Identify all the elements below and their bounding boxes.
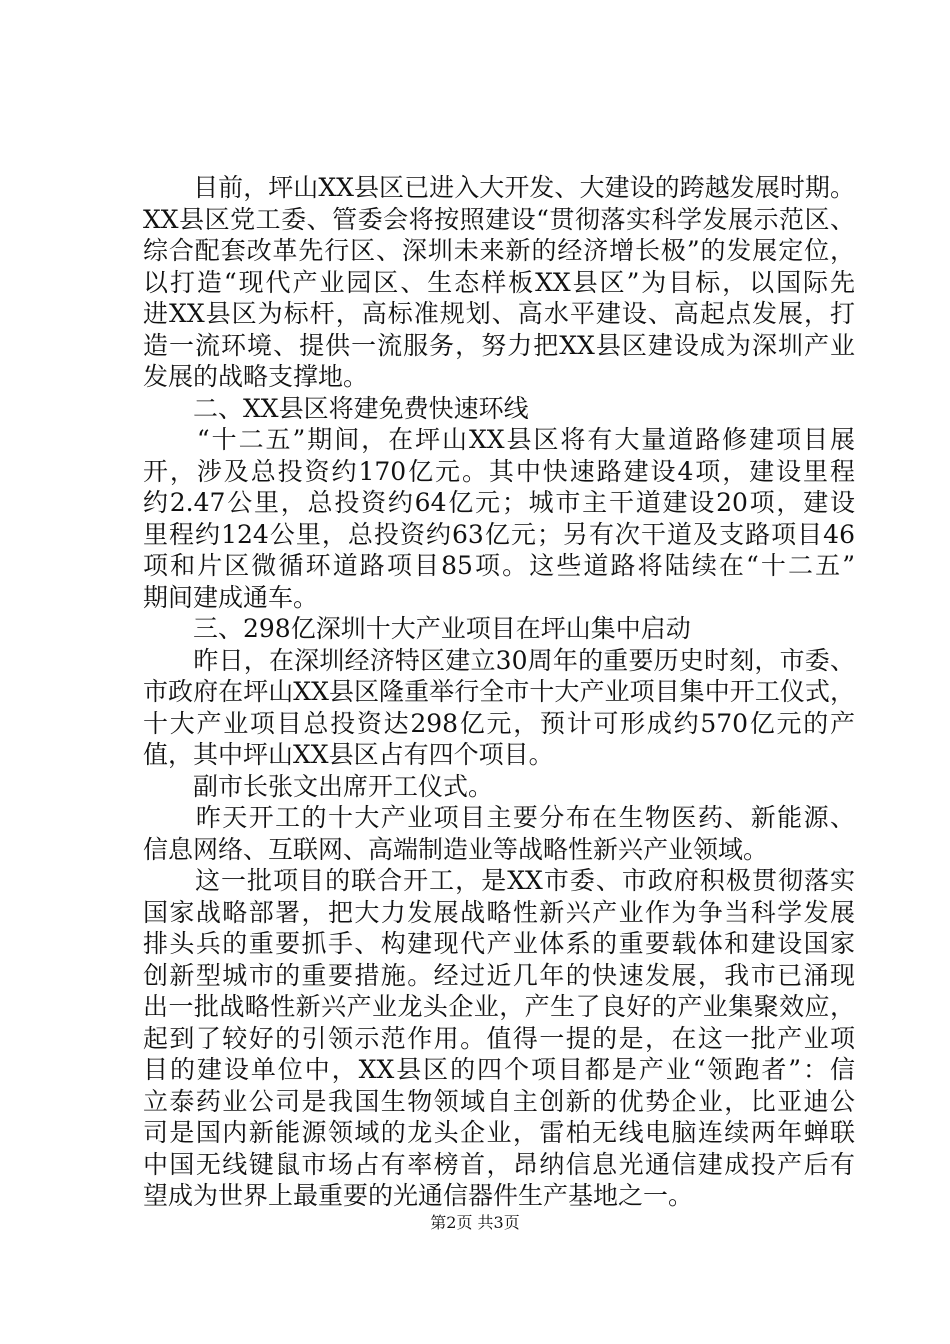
text-line: 以打造“现代产业园区、生态样板XX县区”为目标，以国际先 xyxy=(143,267,855,297)
section-heading: 二、XX县区将建免费快速环线 xyxy=(143,393,529,423)
text-line: 出一批战略性新兴产业龙头企业，产生了良好的产业集聚效应， xyxy=(143,992,855,1021)
text-line: 目前，坪山XX县区已进入大开发、大建设的跨越发展时期。 xyxy=(143,173,855,202)
text-line: 起到了较好的引领示范作用。值得一提的是，在这一批产业项 xyxy=(143,1023,855,1053)
document-body xyxy=(143,172,855,1212)
section-heading: 三、298亿深圳十大产业项目在坪山集中启动 xyxy=(143,614,691,643)
text-line: 项和片区微循环道路项目85项。这些道路将陆续在“十二五” xyxy=(143,551,855,580)
text-line: 这一批项目的联合开工，是XX市委、市政府积极贯彻落实 xyxy=(143,866,855,895)
text-line: 昨日，在深圳经济特区建立30周年的重要历史时刻，市委、 xyxy=(143,645,855,675)
text-line: 值，其中坪山XX县区占有四个项目。 xyxy=(143,740,554,769)
page-footer xyxy=(0,1213,950,1233)
text-line: 副市长张文出席开工仪式。 xyxy=(143,771,494,801)
text-line: 约2.47公里，总投资约64亿元；城市主干道建设20项，建设 xyxy=(143,488,855,517)
text-line: 司是国内新能源领域的龙头企业，雷柏无线电脑连续两年蝉联 xyxy=(143,1118,855,1147)
text-line: 排头兵的重要抓手、构建现代产业体系的重要载体和建设国家 xyxy=(143,929,855,958)
text-line: 昨天开工的十大产业项目主要分布在生物医药、新能源、 xyxy=(143,803,855,832)
text-line: XX县区党工委、管委会将按照建设“贯彻落实科学发展示范区、 xyxy=(143,204,855,234)
text-line: 望成为世界上最重要的光通信器件生产基地之一。 xyxy=(143,1181,694,1210)
text-line: 造一流环境、提供一流服务，努力把XX县区建设成为深圳产业 xyxy=(143,330,855,360)
page-number: 第2页 共3页 xyxy=(430,1213,520,1232)
text-line: 信息网络、互联网、高端制造业等战略性新兴产业领域。 xyxy=(143,834,769,864)
text-line: 立泰药业公司是我国生物领域自主创新的优势企业，比亚迪公 xyxy=(143,1086,855,1116)
text-line: 中国无线键鼠市场占有率榜首，昂纳信息光通信建成投产后有 xyxy=(143,1149,855,1179)
text-line: 期间建成通车。 xyxy=(143,582,319,612)
text-line: 综合配套改革先行区、深圳未来新的经济增长极”的发展定位， xyxy=(143,236,855,265)
text-line: “十二五”期间，在坪山XX县区将有大量道路修建项目展 xyxy=(143,425,855,454)
text-line: 开，涉及总投资约170亿元。其中快速路建设4项，建设里程 xyxy=(143,456,855,486)
text-line: 国家战略部署，把大力发展战略性新兴产业作为争当科学发展 xyxy=(143,897,855,927)
text-line: 目的建设单位中，XX县区的四个项目都是产业“领跑者”：信 xyxy=(143,1055,855,1084)
text-line: 里程约124公里，总投资约63亿元；另有次干道及支路项目46 xyxy=(143,519,855,549)
text-line: 进XX县区为标杆，高标准规划、高水平建设、高起点发展，打 xyxy=(143,299,855,328)
text-line: 发展的战略支撑地。 xyxy=(143,362,369,391)
text-line: 十大产业项目总投资达298亿元，预计可形成约570亿元的产 xyxy=(143,708,855,738)
text-line: 市政府在坪山XX县区隆重举行全市十大产业项目集中开工仪式， xyxy=(143,677,855,706)
text-line: 创新型城市的重要措施。经过近几年的快速发展，我市已涌现 xyxy=(143,960,855,990)
